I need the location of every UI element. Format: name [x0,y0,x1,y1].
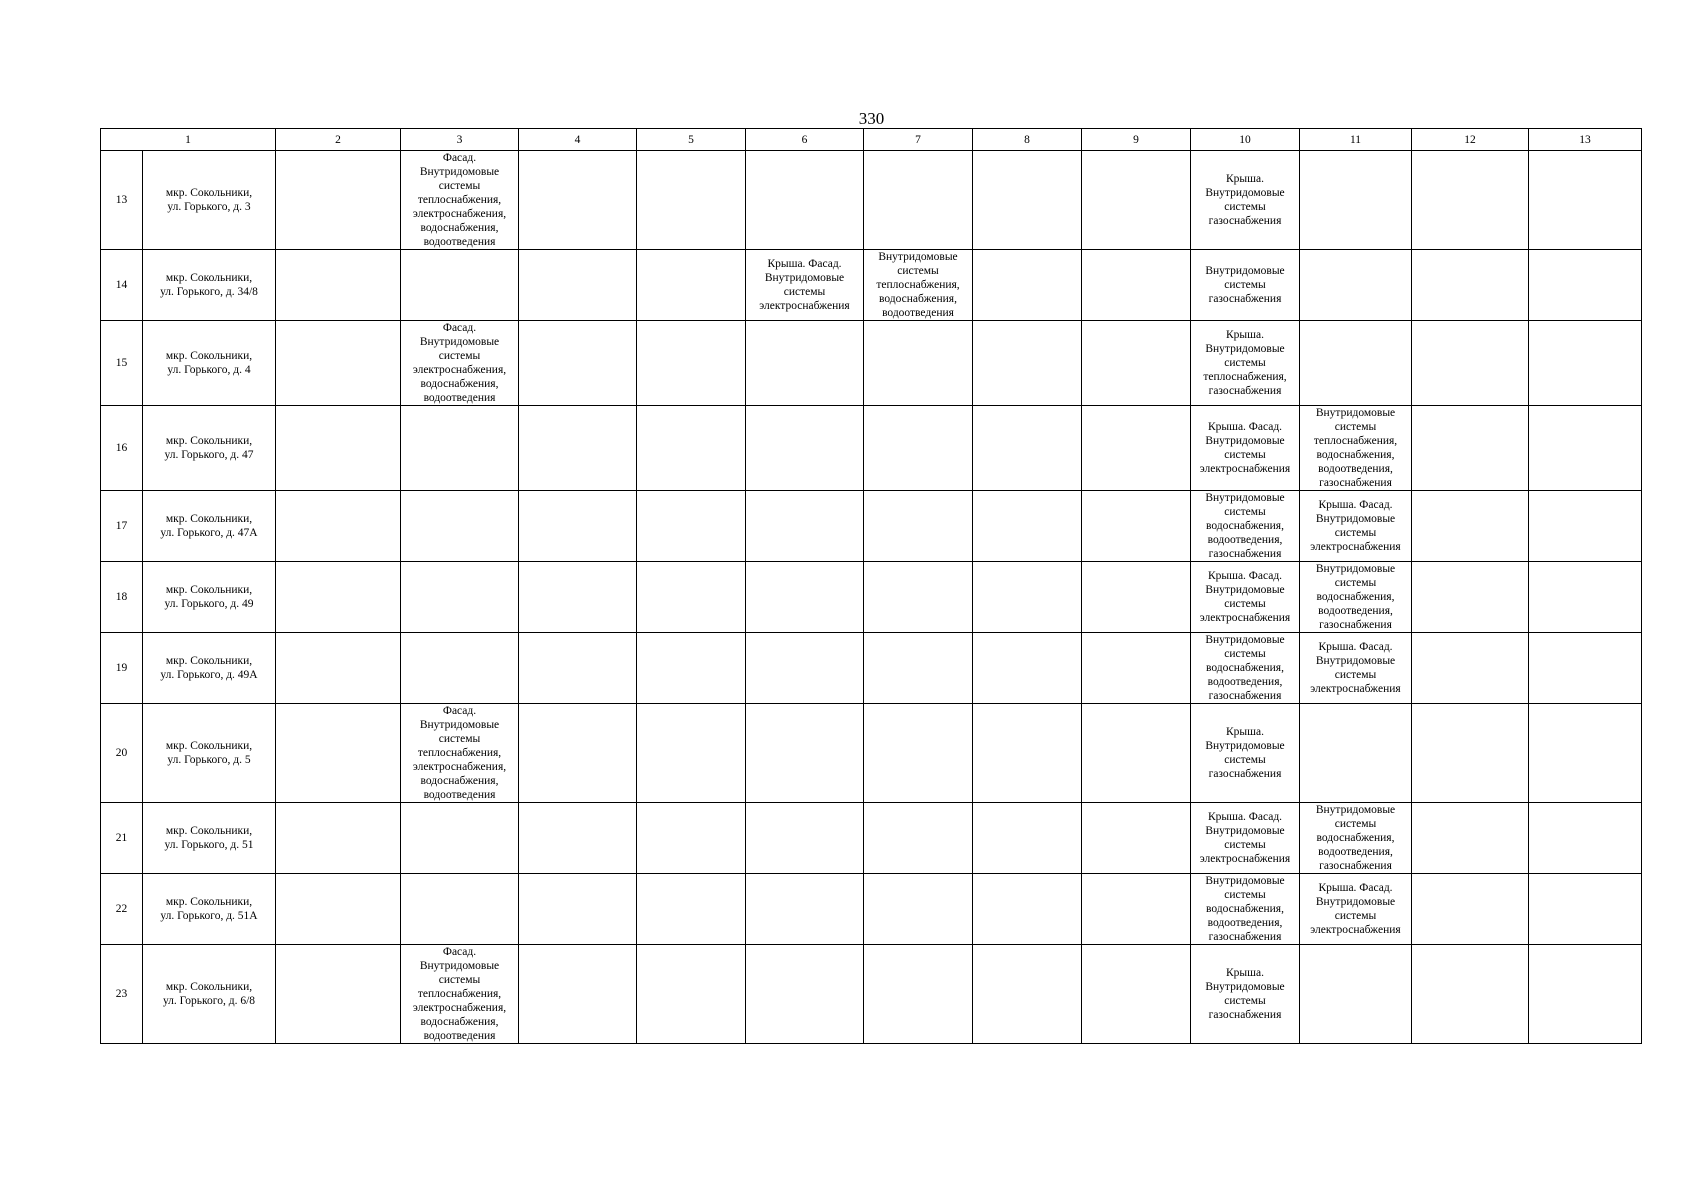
cell-col-10: Внутридомовые системы водоснабжения, водоотведения, газоснабжения [1191,491,1300,562]
cell-col-6 [746,704,864,803]
column-header-7: 7 [864,129,973,151]
cell-col-12 [1412,321,1529,406]
cell-col-8 [973,151,1082,250]
cell-col-12 [1412,491,1529,562]
row-number-cell: 16 [101,406,143,491]
cell-col-4 [519,633,637,704]
cell-col-11 [1300,250,1412,321]
cell-col-12 [1412,250,1529,321]
table-row [101,945,1642,1044]
cell-col-2 [276,491,401,562]
table-row [101,803,1642,874]
cell-col-13 [1529,562,1642,633]
cell-col-5 [637,151,746,250]
cell-col-4 [519,491,637,562]
column-header-12: 12 [1412,129,1529,151]
cell-col-12 [1412,945,1529,1044]
cell-col-3 [401,803,519,874]
cell-col-10: Крыша. Фасад. Внутридомовые системы электроснабжения [1191,803,1300,874]
cell-col-4 [519,704,637,803]
cell-col-3: Фасад. Внутридомовые системы теплоснабжения, электроснабжения, водоснабжения, водоотведения [401,945,519,1044]
cell-col-5 [637,633,746,704]
cell-col-10: Внутридомовые системы газоснабжения [1191,250,1300,321]
cell-col-8 [973,406,1082,491]
cell-col-4 [519,250,637,321]
cell-col-9 [1082,151,1191,250]
address-cell: мкр. Сокольники, ул. Горького, д. 51 [143,803,276,874]
address-cell: мкр. Сокольники, ул. Горького, д. 3 [143,151,276,250]
cell-col-2 [276,874,401,945]
cell-col-5 [637,321,746,406]
cell-col-3 [401,633,519,704]
cell-col-9 [1082,321,1191,406]
address-cell: мкр. Сокольники, ул. Горького, д. 47А [143,491,276,562]
cell-col-13 [1529,250,1642,321]
cell-col-6 [746,945,864,1044]
cell-col-13 [1529,945,1642,1044]
row-number-cell: 17 [101,491,143,562]
cell-col-7 [864,803,973,874]
cell-col-12 [1412,562,1529,633]
column-header-8: 8 [973,129,1082,151]
cell-col-3 [401,491,519,562]
cell-col-7 [864,874,973,945]
cell-col-2 [276,633,401,704]
cell-col-4 [519,151,637,250]
cell-col-2 [276,250,401,321]
cell-col-9 [1082,945,1191,1044]
cell-col-6 [746,491,864,562]
cell-col-3: Фасад. Внутридомовые системы теплоснабжения, электроснабжения, водоснабжения, водоотведения [401,151,519,250]
cell-col-9 [1082,491,1191,562]
column-header-11: 11 [1300,129,1412,151]
cell-col-12 [1412,874,1529,945]
cell-col-13 [1529,633,1642,704]
cell-col-7 [864,945,973,1044]
cell-col-5 [637,562,746,633]
cell-col-11 [1300,704,1412,803]
table-row [101,321,1642,406]
cell-col-7 [864,406,973,491]
cell-col-8 [973,321,1082,406]
row-number-cell: 21 [101,803,143,874]
cell-col-10: Крыша. Фасад. Внутридомовые системы электроснабжения [1191,562,1300,633]
cell-col-11 [1300,321,1412,406]
cell-col-9 [1082,406,1191,491]
column-header-2: 2 [276,129,401,151]
cell-col-3 [401,562,519,633]
address-cell: мкр. Сокольники, ул. Горького, д. 49 [143,562,276,633]
cell-col-11 [1300,151,1412,250]
cell-col-5 [637,406,746,491]
cell-col-4 [519,874,637,945]
address-cell: мкр. Сокольники, ул. Горького, д. 4 [143,321,276,406]
cell-col-10: Крыша. Внутридомовые системы теплоснабжения, газоснабжения [1191,321,1300,406]
cell-col-8 [973,704,1082,803]
cell-col-2 [276,321,401,406]
cell-col-6 [746,562,864,633]
row-number-cell: 14 [101,250,143,321]
table-row [101,633,1642,704]
table-header [101,129,1642,151]
cell-col-9 [1082,803,1191,874]
cell-col-3: Фасад. Внутридомовые системы теплоснабжения, электроснабжения, водоснабжения, водоотведения [401,704,519,803]
cell-col-4 [519,945,637,1044]
cell-col-8 [973,945,1082,1044]
cell-col-12 [1412,406,1529,491]
cell-col-4 [519,321,637,406]
cell-col-5 [637,491,746,562]
cell-col-10: Крыша. Внутридомовые системы газоснабжения [1191,151,1300,250]
column-header-10: 10 [1191,129,1300,151]
row-number-cell: 13 [101,151,143,250]
table-row [101,562,1642,633]
cell-col-7 [864,704,973,803]
column-header-1: 1 [101,129,276,151]
cell-col-10: Крыша. Внутридомовые системы газоснабжения [1191,704,1300,803]
cell-col-6 [746,151,864,250]
table-row [101,151,1642,250]
cell-col-11: Внутридомовые системы теплоснабжения, водоснабжения, водоотведения, газоснабжения [1300,406,1412,491]
column-header-13: 13 [1529,129,1642,151]
cell-col-10: Крыша. Фасад. Внутридомовые системы электроснабжения [1191,406,1300,491]
cell-col-13 [1529,491,1642,562]
cell-col-6: Крыша. Фасад. Внутридомовые системы электроснабжения [746,250,864,321]
column-header-3: 3 [401,129,519,151]
cell-col-6 [746,803,864,874]
cell-col-2 [276,406,401,491]
cell-col-4 [519,803,637,874]
cell-col-10: Внутридомовые системы водоснабжения, водоотведения, газоснабжения [1191,633,1300,704]
cell-col-7 [864,491,973,562]
cell-col-6 [746,633,864,704]
cell-col-7 [864,562,973,633]
cell-col-9 [1082,633,1191,704]
cell-col-7 [864,321,973,406]
cell-col-7 [864,633,973,704]
cell-col-6 [746,321,864,406]
cell-col-10: Внутридомовые системы водоснабжения, водоотведения, газоснабжения [1191,874,1300,945]
cell-col-8 [973,874,1082,945]
cell-col-2 [276,803,401,874]
cell-col-6 [746,874,864,945]
cell-col-12 [1412,803,1529,874]
address-cell: мкр. Сокольники, ул. Горького, д. 49А [143,633,276,704]
cell-col-2 [276,704,401,803]
cell-col-3 [401,250,519,321]
cell-col-13 [1529,406,1642,491]
address-cell: мкр. Сокольники, ул. Горького, д. 5 [143,704,276,803]
row-number-cell: 20 [101,704,143,803]
table-row [101,406,1642,491]
cell-col-11: Крыша. Фасад. Внутридомовые системы электроснабжения [1300,633,1412,704]
cell-col-12 [1412,633,1529,704]
table-row [101,250,1642,321]
column-header-4: 4 [519,129,637,151]
cell-col-13 [1529,874,1642,945]
column-header-5: 5 [637,129,746,151]
row-number-cell: 22 [101,874,143,945]
cell-col-5 [637,874,746,945]
row-number-cell: 15 [101,321,143,406]
table-row [101,491,1642,562]
repair-schedule-table [100,128,1642,1044]
cell-col-8 [973,803,1082,874]
column-header-9: 9 [1082,129,1191,151]
cell-col-9 [1082,874,1191,945]
column-header-6: 6 [746,129,864,151]
cell-col-5 [637,803,746,874]
page-number: 330 [858,109,885,128]
cell-col-3 [401,874,519,945]
cell-col-9 [1082,562,1191,633]
cell-col-8 [973,250,1082,321]
cell-col-2 [276,151,401,250]
table-row [101,704,1642,803]
cell-col-3: Фасад. Внутридомовые системы электроснабжения, водоснабжения, водоотведения [401,321,519,406]
cell-col-13 [1529,704,1642,803]
cell-col-3 [401,406,519,491]
cell-col-4 [519,562,637,633]
row-number-cell: 19 [101,633,143,704]
cell-col-8 [973,562,1082,633]
cell-col-11 [1300,945,1412,1044]
cell-col-5 [637,704,746,803]
cell-col-2 [276,945,401,1044]
address-cell: мкр. Сокольники, ул. Горького, д. 34/8 [143,250,276,321]
cell-col-11: Внутридомовые системы водоснабжения, водоотведения, газоснабжения [1300,562,1412,633]
cell-col-6 [746,406,864,491]
cell-col-9 [1082,704,1191,803]
cell-col-10: Крыша. Внутридомовые системы газоснабжения [1191,945,1300,1044]
address-cell: мкр. Сокольники, ул. Горького, д. 6/8 [143,945,276,1044]
address-cell: мкр. Сокольники, ул. Горького, д. 51А [143,874,276,945]
cell-col-13 [1529,321,1642,406]
cell-col-12 [1412,151,1529,250]
table-row [101,874,1642,945]
row-number-cell: 18 [101,562,143,633]
cell-col-11: Крыша. Фасад. Внутридомовые системы электроснабжения [1300,874,1412,945]
cell-col-8 [973,491,1082,562]
cell-col-5 [637,250,746,321]
cell-col-11: Внутридомовые системы водоснабжения, водоотведения, газоснабжения [1300,803,1412,874]
cell-col-8 [973,633,1082,704]
address-cell: мкр. Сокольники, ул. Горького, д. 47 [143,406,276,491]
cell-col-2 [276,562,401,633]
cell-col-11: Крыша. Фасад. Внутридомовые системы электроснабжения [1300,491,1412,562]
cell-col-13 [1529,803,1642,874]
table-body [101,151,1642,1044]
cell-col-12 [1412,704,1529,803]
cell-col-7: Внутридомовые системы теплоснабжения, водоснабжения, водоотведения [864,250,973,321]
cell-col-4 [519,406,637,491]
row-number-cell: 23 [101,945,143,1044]
cell-col-9 [1082,250,1191,321]
cell-col-7 [864,151,973,250]
cell-col-5 [637,945,746,1044]
cell-col-13 [1529,151,1642,250]
